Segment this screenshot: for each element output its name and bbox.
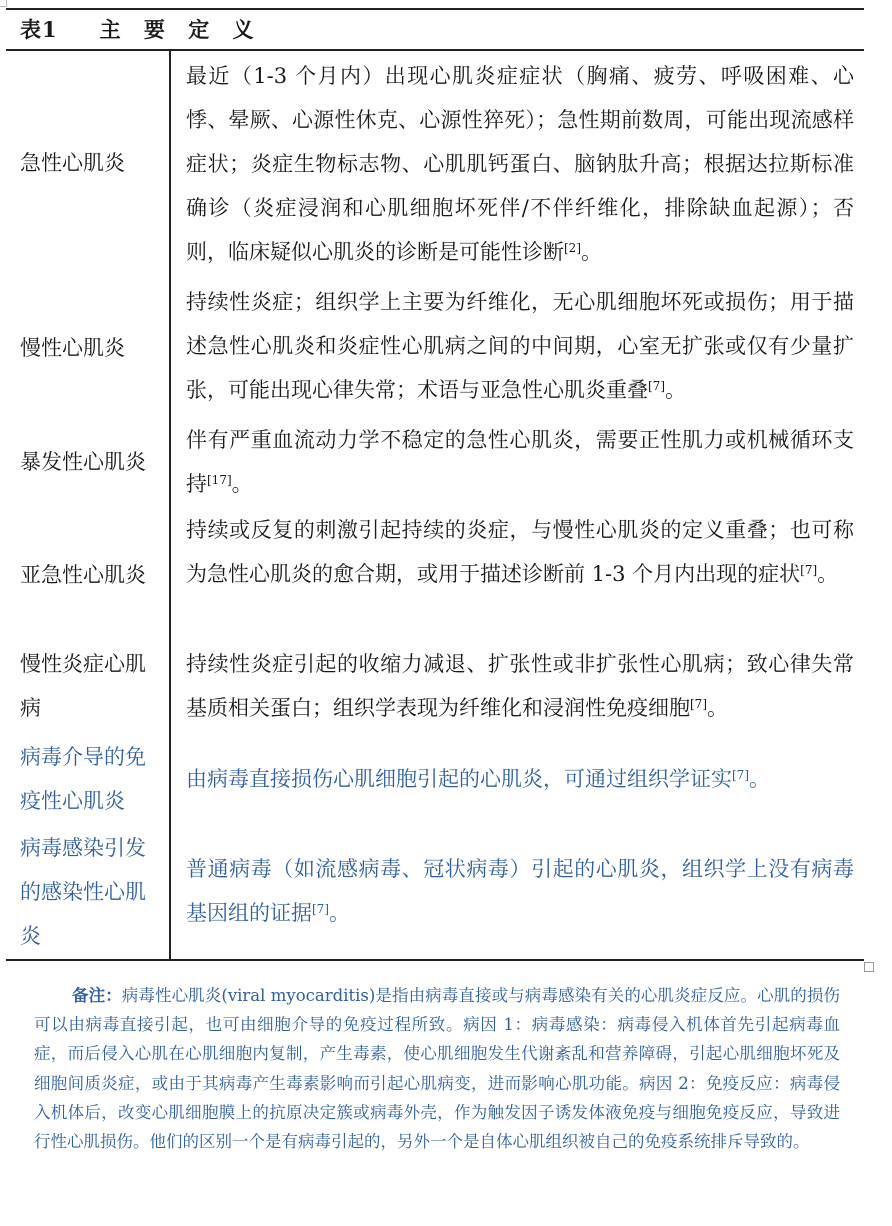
row-definition: 持续性炎症引起的收缩力减退、扩张性或非扩张性心肌病；致心律失常基质相关蛋白；组织学表现为纤维化和浸润性免疫细胞[7]。 — [186, 652, 854, 720]
table-caption — [20, 14, 262, 44]
table-column-divider — [169, 51, 171, 960]
corner-crop-mark — [864, 962, 874, 972]
table-note — [34, 981, 840, 1156]
row-term: 病毒感染引发的感染性心肌炎 — [20, 836, 146, 948]
row-definition: 持续或反复的刺激引起持续的炎症，与慢性心肌炎的定义重叠；也可称为急性心肌炎的愈合期，或用于描述诊断前 1-3 个月内出现的症状[7]。 — [186, 518, 854, 586]
citation: [7] — [690, 697, 707, 711]
row-term: 病毒介导的免疫性心肌炎 — [20, 745, 146, 813]
row-definition: 伴有严重血流动力学不稳定的急性心肌炎，需要正性肌力或机械循环支持[17]。 — [186, 428, 854, 496]
table-top-rule — [6, 8, 864, 10]
row-term: 慢性心肌炎 — [20, 336, 125, 360]
row-definition: 由病毒直接损伤心肌细胞引起的心肌炎，可通过组织学证实[7]。 — [186, 767, 770, 791]
note-text: 病毒性心肌炎(viral myocarditis)是指由病毒直接或与病毒感染有关的心肌炎症反应。心肌的损伤可以由病毒直接引起，也可由细胞介导的免疫过程所致。病因 1：病毒感染：病毒侵入机体首先引起病毒血症，而后侵入心肌在心肌细胞内复制，产生毒素，使心肌细胞发生代谢紊乱和营养障碍，引起心肌细胞坏死及细胞间质炎症，或由于其病毒产生毒素影响而引起心肌病变，进而影响心肌功能。病因 2：免疫反应：病毒侵入机体后，改变心肌细胞膜上的抗原决定簇或病毒外壳，作为触发因子诱发体液免疫与细胞免疫反应，导致进行性心肌损伤。他们的区别一个是有病毒引起的，另外一个是自体心肌组织被自己的免疫系统排斥导致的。 — [34, 986, 840, 1152]
note-label: 备注： — [72, 986, 122, 1005]
table-label: 表1 — [20, 17, 58, 42]
citation: [7] — [732, 768, 749, 782]
citation: [2] — [564, 241, 581, 255]
row-term: 慢性炎症心肌病 — [20, 652, 146, 720]
row-definition: 最近（1-3 个月内）出现心肌炎症症状（胸痛、疲劳、呼吸困难、心悸、晕厥、心源性休克、心源性猝死）；急性期前数周，可能出现流感样症状；炎症生物标志物、心肌肌钙蛋白、脑钠肽升高；根据达拉斯标准确诊（炎症浸润和心肌细胞坏死伴/不伴纤维化，排除缺血起源）；否则，临床疑似心肌炎的诊断是可能性诊断[2]。 — [186, 64, 854, 264]
citation: [7] — [800, 563, 818, 577]
table-title: 主 要 定 义 — [99, 17, 262, 42]
citation: [7] — [648, 379, 665, 393]
corner-crop-mark — [0, 0, 7, 7]
row-term: 急性心肌炎 — [20, 151, 125, 175]
row-term: 亚急性心肌炎 — [20, 563, 146, 587]
table-header-rule — [6, 49, 864, 51]
table-bottom-rule — [6, 959, 864, 961]
citation: [7] — [312, 902, 329, 916]
citation: [17] — [207, 473, 232, 487]
row-definition: 普通病毒（如流感病毒、冠状病毒）引起的心肌炎，组织学上没有病毒基因组的证据[7]。 — [186, 857, 854, 925]
row-definition: 持续性炎症；组织学上主要为纤维化，无心肌细胞坏死或损伤；用于描述急性心肌炎和炎症性心肌病之间的中间期，心室无扩张或仅有少量扩张，可能出现心律失常；术语与亚急性心肌炎重叠[7]。 — [186, 290, 854, 402]
row-term: 暴发性心肌炎 — [20, 450, 146, 474]
